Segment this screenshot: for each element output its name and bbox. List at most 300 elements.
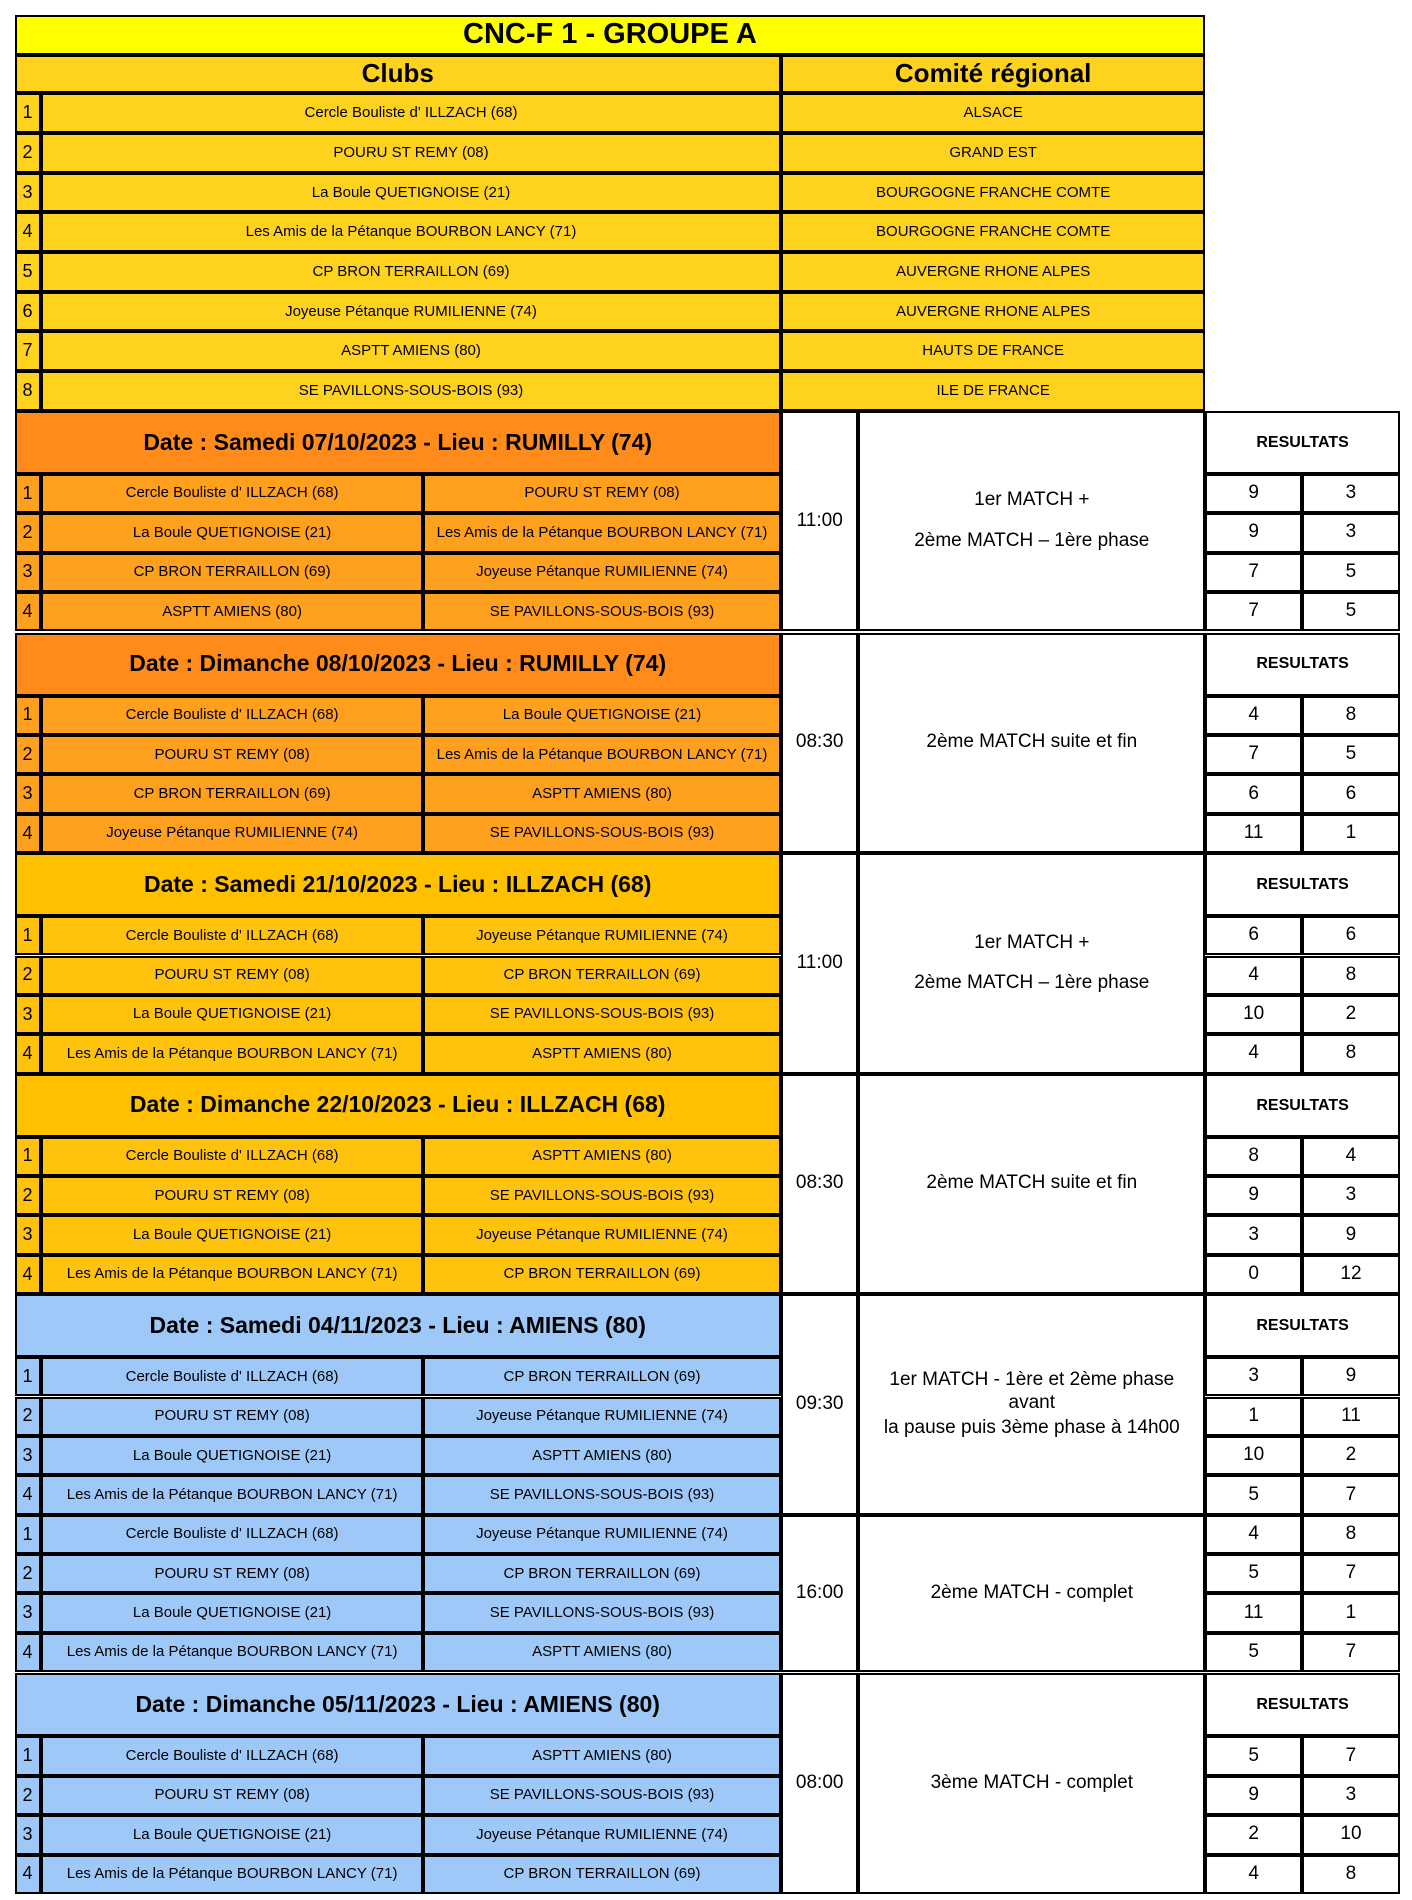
- home-team-text: La Boule QUETIGNOISE (21): [132, 1446, 332, 1464]
- away-team-text: Joyeuse Pétanque RUMILIENNE (74): [476, 563, 728, 581]
- home-team: [41, 1554, 423, 1593]
- home-team-text: POURU ST REMY (08): [154, 1186, 310, 1204]
- away-team-text: CP BRON TERRAILLON (69): [503, 1564, 701, 1582]
- match-index-text: 2: [22, 522, 33, 543]
- club-region-text: ILE DE FRANCE: [936, 381, 1050, 399]
- score-away-text: 5: [1345, 600, 1357, 622]
- match-time-text: 08:00: [795, 1772, 844, 1794]
- match-index-text: 3: [22, 561, 33, 582]
- score-away: [1302, 1137, 1400, 1176]
- match-index: [15, 1397, 42, 1436]
- away-team: [423, 1554, 781, 1593]
- score-home: [1205, 1776, 1302, 1815]
- match-description: [858, 1673, 1205, 1894]
- away-team-text: SE PAVILLONS-SOUS-BOIS (93): [489, 1485, 715, 1503]
- score-home: [1205, 553, 1302, 592]
- home-team-text: Cercle Bouliste d' ILLZACH (68): [125, 1747, 339, 1765]
- match-index-text: 4: [22, 822, 33, 843]
- score-home: [1205, 1357, 1302, 1396]
- match-index-text: 2: [22, 964, 33, 985]
- match-description-line: la pause puis 3ème phase à 14h00: [883, 1416, 1180, 1438]
- home-team-text: CP BRON TERRAILLON (69): [133, 784, 331, 802]
- results-header-text: RESULTATS: [1256, 1317, 1349, 1334]
- home-team: [41, 916, 423, 955]
- away-team: [423, 696, 781, 735]
- club-name: [41, 133, 781, 173]
- score-away-text: 8: [1345, 703, 1357, 725]
- club-index: [15, 173, 42, 213]
- score-home-text: 7: [1248, 560, 1259, 582]
- score-away-text: 9: [1345, 1365, 1357, 1387]
- club-name-text: Joyeuse Pétanque RUMILIENNE (74): [285, 302, 537, 320]
- away-team-text: SE PAVILLONS-SOUS-BOIS (93): [489, 1005, 715, 1023]
- score-away: [1302, 1633, 1400, 1672]
- score-home: [1205, 1034, 1302, 1073]
- home-team: [41, 1357, 423, 1396]
- match-time: [781, 1074, 858, 1295]
- score-home-text: 3: [1248, 1223, 1259, 1245]
- home-team: [41, 1034, 423, 1073]
- home-team: [41, 696, 423, 735]
- match-description-line: 2ème MATCH – 1ère phase: [914, 530, 1150, 552]
- score-away: [1302, 995, 1400, 1034]
- home-team: [41, 1515, 423, 1554]
- day-date-label: [15, 1074, 781, 1137]
- score-away-text: 8: [1345, 1862, 1357, 1884]
- away-team: [423, 1475, 781, 1514]
- away-team: [423, 1436, 781, 1475]
- home-team: [41, 995, 423, 1034]
- club-region-text: AUVERGNE RHONE ALPES: [896, 262, 1091, 280]
- match-index-text: 4: [22, 1863, 33, 1884]
- club-name-text: CP BRON TERRAILLON (69): [312, 262, 510, 280]
- score-away-text: 3: [1345, 1184, 1357, 1206]
- score-home: [1205, 1397, 1302, 1436]
- score-away: [1302, 1515, 1400, 1554]
- match-index-text: 4: [22, 1641, 33, 1662]
- day-date-label-text: Date : Dimanche 22/10/2023 - Lieu : ILLZACH (68): [129, 1091, 666, 1118]
- match-index: [15, 1137, 42, 1176]
- home-team: [41, 1593, 423, 1632]
- home-team-text: La Boule QUETIGNOISE (21): [132, 1226, 332, 1244]
- home-team-text: Les Amis de la Pétanque BOURBON LANCY (71): [66, 1643, 398, 1661]
- match-index: [15, 513, 42, 552]
- away-team: [423, 956, 781, 995]
- score-away: [1302, 774, 1400, 813]
- club-index: [15, 331, 42, 371]
- score-home: [1205, 1554, 1302, 1593]
- home-team: [41, 1776, 423, 1815]
- match-description-line: 3ème MATCH - complet: [930, 1772, 1133, 1794]
- results-header-text: RESULTATS: [1256, 433, 1349, 451]
- away-team: [423, 735, 781, 774]
- away-team: [423, 1515, 781, 1554]
- club-name: [41, 252, 781, 292]
- home-team: [41, 1215, 423, 1254]
- score-away: [1302, 1397, 1400, 1436]
- match-description-line: 2ème MATCH - complet: [930, 1582, 1133, 1604]
- club-index-text: 1: [22, 102, 33, 123]
- home-team: [41, 1736, 423, 1775]
- score-away: [1302, 592, 1400, 631]
- club-index-text: 6: [22, 300, 33, 321]
- home-team-text: Les Amis de la Pétanque BOURBON LANCY (71): [66, 1865, 398, 1883]
- away-team: [423, 1633, 781, 1672]
- score-home: [1205, 1855, 1302, 1894]
- score-home-text: 10: [1243, 1444, 1265, 1466]
- score-away-text: 3: [1345, 1784, 1357, 1806]
- match-time-text: 11:00: [796, 509, 843, 531]
- club-name-text: Les Amis de la Pétanque BOURBON LANCY (71): [245, 223, 577, 241]
- match-index-text: 3: [22, 1224, 33, 1245]
- away-team: [423, 1176, 781, 1215]
- match-index-text: 1: [22, 704, 33, 725]
- club-name-text: SE PAVILLONS-SOUS-BOIS (93): [298, 381, 524, 399]
- score-home-text: 4: [1248, 1042, 1259, 1064]
- score-home: [1205, 1215, 1302, 1254]
- home-team-text: CP BRON TERRAILLON (69): [133, 563, 331, 581]
- match-description-line: 1er MATCH +: [974, 489, 1090, 511]
- score-away-text: 9: [1345, 1223, 1357, 1245]
- home-team: [41, 1176, 423, 1215]
- score-home-text: 4: [1248, 703, 1259, 725]
- results-header-text: RESULTATS: [1256, 876, 1349, 893]
- day-date-label: [15, 1294, 781, 1357]
- score-home: [1205, 1593, 1302, 1632]
- day-date-label: [15, 633, 781, 696]
- score-away-text: 7: [1345, 1562, 1357, 1584]
- away-team: [423, 1255, 781, 1294]
- score-home-text: 5: [1248, 1483, 1259, 1505]
- match-index-text: 4: [22, 1484, 33, 1505]
- home-team: [41, 774, 423, 813]
- home-team-text: Cercle Bouliste d' ILLZACH (68): [125, 1525, 339, 1543]
- home-team: [41, 1633, 423, 1672]
- club-region: [781, 331, 1205, 371]
- match-index-text: 4: [22, 1043, 33, 1064]
- day-date-label-text: Date : Samedi 07/10/2023 - Lieu : RUMILLY (74): [143, 428, 653, 455]
- home-team-text: POURU ST REMY (08): [154, 966, 310, 984]
- match-index: [15, 1554, 42, 1593]
- match-index: [15, 1436, 42, 1475]
- match-description-line: 1er MATCH +: [974, 931, 1090, 953]
- match-time: [781, 1294, 858, 1515]
- match-time: [781, 633, 858, 854]
- club-index: [15, 133, 42, 173]
- day-date-label-text: Date : Dimanche 05/11/2023 - Lieu : AMIENS (80): [135, 1691, 660, 1718]
- club-region-text: GRAND EST: [949, 143, 1037, 161]
- away-team-text: Joyeuse Pétanque RUMILIENNE (74): [476, 1525, 728, 1543]
- score-home-text: 6: [1248, 924, 1259, 946]
- score-away: [1302, 814, 1400, 853]
- score-away-text: 7: [1345, 1483, 1357, 1505]
- club-index: [15, 252, 42, 292]
- score-away-text: 10: [1340, 1823, 1362, 1845]
- away-team: [423, 774, 781, 813]
- away-team: [423, 513, 781, 552]
- club-index-text: 4: [22, 221, 33, 242]
- score-home-text: 7: [1248, 743, 1259, 765]
- score-away-text: 2: [1345, 1444, 1357, 1466]
- club-index-text: 8: [22, 380, 33, 401]
- score-home-text: 0: [1248, 1263, 1259, 1285]
- away-team: [423, 1736, 781, 1775]
- score-home: [1205, 995, 1302, 1034]
- match-index: [15, 735, 42, 774]
- score-home: [1205, 1137, 1302, 1176]
- match-index: [15, 916, 42, 955]
- score-home-text: 9: [1248, 1184, 1259, 1206]
- home-team: [41, 1855, 423, 1894]
- match-time-text: 08:30: [795, 1172, 844, 1194]
- day-date-label-text: Date : Samedi 04/11/2023 - Lieu : AMIENS (80): [149, 1311, 646, 1338]
- match-index: [15, 1176, 42, 1215]
- home-team: [41, 1255, 423, 1294]
- score-away: [1302, 553, 1400, 592]
- score-away-text: 8: [1345, 1042, 1357, 1064]
- away-team-text: CP BRON TERRAILLON (69): [503, 1865, 701, 1883]
- score-away: [1302, 1815, 1400, 1854]
- match-index-text: 3: [22, 1824, 33, 1845]
- club-region: [781, 371, 1205, 411]
- match-description-line: 2ème MATCH suite et fin: [926, 731, 1138, 753]
- away-team: [423, 592, 781, 631]
- club-index: [15, 93, 42, 133]
- club-name-text: POURU ST REMY (08): [333, 143, 489, 161]
- match-index: [15, 956, 42, 995]
- score-home-text: 3: [1248, 1365, 1259, 1387]
- club-region: [781, 173, 1205, 213]
- home-team: [41, 1137, 423, 1176]
- score-home: [1205, 1176, 1302, 1215]
- score-away: [1302, 1215, 1400, 1254]
- results-header: [1205, 1673, 1400, 1736]
- day-date-label: [15, 1673, 781, 1736]
- away-team: [423, 474, 781, 513]
- club-name: [41, 371, 781, 411]
- score-away: [1302, 1776, 1400, 1815]
- score-away-text: 3: [1345, 482, 1357, 504]
- score-away-text: 7: [1345, 1641, 1357, 1663]
- score-away-text: 6: [1345, 782, 1357, 804]
- home-team-text: La Boule QUETIGNOISE (21): [132, 1825, 332, 1843]
- score-away: [1302, 1475, 1400, 1514]
- score-away: [1302, 1357, 1400, 1396]
- score-home: [1205, 1515, 1302, 1554]
- away-team: [423, 1815, 781, 1854]
- results-header: [1205, 1074, 1400, 1137]
- match-index: [15, 1593, 42, 1632]
- away-team-text: ASPTT AMIENS (80): [532, 1044, 672, 1062]
- club-index: [15, 212, 42, 252]
- club-region: [781, 212, 1205, 252]
- match-index: [15, 1215, 42, 1254]
- away-team: [423, 916, 781, 955]
- away-team-text: ASPTT AMIENS (80): [532, 1643, 672, 1661]
- match-description-line: 2ème MATCH suite et fin: [926, 1172, 1138, 1194]
- match-time: [781, 411, 858, 632]
- club-region-text: BOURGOGNE FRANCHE COMTE: [876, 223, 1111, 241]
- match-index-text: 4: [22, 1263, 33, 1284]
- home-team: [41, 1815, 423, 1854]
- score-home: [1205, 1815, 1302, 1854]
- score-away-text: 7: [1345, 1744, 1357, 1766]
- match-index-text: 2: [22, 743, 33, 764]
- match-index-text: 3: [22, 1444, 33, 1465]
- home-team: [41, 513, 423, 552]
- score-home-text: 10: [1243, 1003, 1265, 1025]
- match-index-text: 2: [22, 1784, 33, 1805]
- match-index: [15, 995, 42, 1034]
- match-description: [858, 1515, 1205, 1673]
- club-region: [781, 292, 1205, 332]
- away-team-text: Joyeuse Pétanque RUMILIENNE (74): [476, 1825, 728, 1843]
- results-header: [1205, 853, 1400, 916]
- score-away-text: 12: [1340, 1263, 1362, 1285]
- score-home: [1205, 1633, 1302, 1672]
- home-team: [41, 956, 423, 995]
- score-away-text: 8: [1345, 963, 1357, 985]
- score-home-text: 2: [1248, 1823, 1259, 1845]
- away-team-text: ASPTT AMIENS (80): [532, 1747, 672, 1765]
- clubs-header: [15, 55, 781, 94]
- score-away: [1302, 474, 1400, 513]
- score-home: [1205, 1255, 1302, 1294]
- home-team: [41, 735, 423, 774]
- score-home: [1205, 956, 1302, 995]
- match-time: [781, 1515, 858, 1673]
- score-home: [1205, 696, 1302, 735]
- score-home-text: 9: [1248, 1784, 1259, 1806]
- away-team-text: CP BRON TERRAILLON (69): [503, 966, 701, 984]
- club-region-text: AUVERGNE RHONE ALPES: [896, 302, 1091, 320]
- score-away: [1302, 1736, 1400, 1775]
- home-team-text: Cercle Bouliste d' ILLZACH (68): [125, 706, 339, 724]
- match-description-line: 1er MATCH - 1ère et 2ème phase avant: [889, 1369, 1175, 1413]
- match-index-text: 4: [22, 600, 33, 621]
- match-index: [15, 774, 42, 813]
- results-header: [1205, 1294, 1400, 1357]
- match-index-text: 1: [22, 924, 33, 945]
- club-index: [15, 292, 42, 332]
- match-index-text: 3: [22, 783, 33, 804]
- score-home-text: 11: [1243, 821, 1264, 843]
- home-team-text: POURU ST REMY (08): [154, 1407, 310, 1425]
- match-time-text: 11:00: [796, 951, 843, 973]
- home-team: [41, 592, 423, 631]
- match-index: [15, 1357, 42, 1396]
- score-away-text: 1: [1345, 821, 1357, 843]
- club-name-text: Cercle Bouliste d' ILLZACH (68): [304, 104, 518, 122]
- match-index: [15, 1475, 42, 1514]
- match-index: [15, 1736, 42, 1775]
- score-away: [1302, 735, 1400, 774]
- score-away-text: 3: [1345, 521, 1357, 543]
- match-index-text: 1: [22, 1365, 33, 1386]
- home-team-text: Cercle Bouliste d' ILLZACH (68): [125, 926, 339, 944]
- match-index: [15, 474, 42, 513]
- score-away: [1302, 956, 1400, 995]
- away-team-text: La Boule QUETIGNOISE (21): [502, 706, 702, 724]
- score-home-text: 1: [1248, 1404, 1259, 1426]
- club-region: [781, 133, 1205, 173]
- home-team-text: Cercle Bouliste d' ILLZACH (68): [125, 1147, 339, 1165]
- match-index-text: 2: [22, 1405, 33, 1426]
- score-away-text: 4: [1345, 1144, 1357, 1166]
- away-team: [423, 1593, 781, 1632]
- club-name: [41, 331, 781, 371]
- home-team: [41, 1436, 423, 1475]
- home-team-text: POURU ST REMY (08): [154, 745, 310, 763]
- match-index: [15, 592, 42, 631]
- score-home-text: 8: [1248, 1144, 1259, 1166]
- score-home: [1205, 1736, 1302, 1775]
- away-team-text: SE PAVILLONS-SOUS-BOIS (93): [489, 602, 715, 620]
- match-index: [15, 1034, 42, 1073]
- club-name: [41, 173, 781, 213]
- comite-header-text: Comité régional: [894, 58, 1092, 89]
- score-home: [1205, 814, 1302, 853]
- away-team: [423, 1137, 781, 1176]
- score-home: [1205, 735, 1302, 774]
- score-away-text: 5: [1345, 743, 1357, 765]
- home-team-text: POURU ST REMY (08): [154, 1564, 310, 1582]
- home-team: [41, 814, 423, 853]
- away-team-text: SE PAVILLONS-SOUS-BOIS (93): [489, 824, 715, 842]
- away-team-text: CP BRON TERRAILLON (69): [503, 1367, 701, 1385]
- away-team-text: Joyeuse Pétanque RUMILIENNE (74): [476, 1407, 728, 1425]
- match-index: [15, 1515, 42, 1554]
- club-region-text: HAUTS DE FRANCE: [922, 342, 1064, 360]
- away-team: [423, 1034, 781, 1073]
- results-header-text: RESULTATS: [1256, 655, 1349, 673]
- results-header: [1205, 411, 1400, 474]
- home-team: [41, 474, 423, 513]
- score-home-text: 11: [1243, 1601, 1264, 1623]
- score-home: [1205, 1436, 1302, 1475]
- score-home-text: 4: [1248, 963, 1259, 985]
- match-description: [858, 853, 1205, 1074]
- score-away: [1302, 696, 1400, 735]
- score-home-text: 6: [1248, 782, 1259, 804]
- match-index: [15, 1776, 42, 1815]
- club-index-text: 5: [22, 261, 33, 282]
- page-title: [15, 15, 1206, 55]
- club-index-text: 2: [22, 142, 33, 163]
- away-team: [423, 1855, 781, 1894]
- score-home-text: 4: [1248, 1522, 1259, 1544]
- club-region: [781, 252, 1205, 292]
- match-time-text: 08:30: [795, 731, 844, 753]
- score-away: [1302, 513, 1400, 552]
- away-team: [423, 1215, 781, 1254]
- match-index: [15, 1815, 42, 1854]
- club-name-text: ASPTT AMIENS (80): [341, 342, 481, 360]
- home-team-text: Les Amis de la Pétanque BOURBON LANCY (71): [66, 1485, 398, 1503]
- away-team-text: SE PAVILLONS-SOUS-BOIS (93): [489, 1786, 715, 1804]
- home-team-text: Cercle Bouliste d' ILLZACH (68): [125, 1367, 339, 1385]
- score-away: [1302, 1034, 1400, 1073]
- day-date-label: [15, 411, 781, 474]
- score-home-text: 5: [1248, 1744, 1259, 1766]
- away-team-text: POURU ST REMY (08): [524, 484, 680, 502]
- clubs-header-text: Clubs: [361, 58, 434, 89]
- score-home: [1205, 916, 1302, 955]
- away-team-text: SE PAVILLONS-SOUS-BOIS (93): [489, 1604, 715, 1622]
- match-index-text: 2: [22, 1184, 33, 1205]
- day-date-label-text: Date : Dimanche 08/10/2023 - Lieu : RUMILLY (74): [129, 650, 667, 677]
- score-away: [1302, 1436, 1400, 1475]
